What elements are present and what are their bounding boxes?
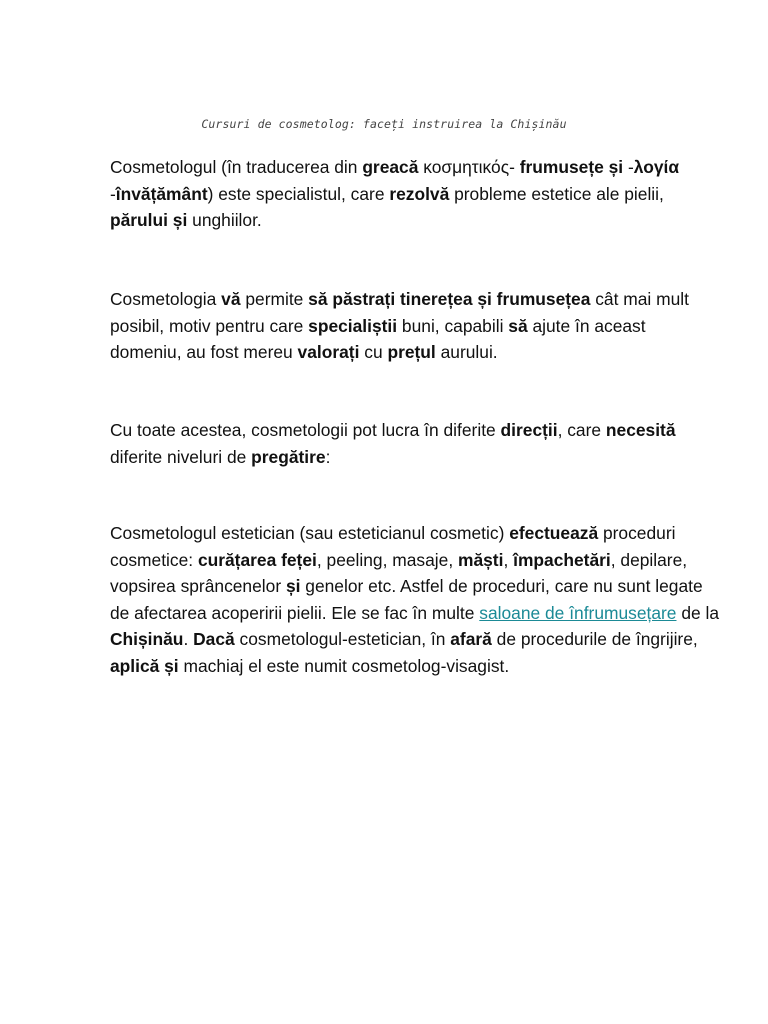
text-run: , depilare, vopsirea sprâncenelor	[110, 549, 688, 596]
bold-text: greacă	[362, 157, 419, 177]
text-run: ,	[503, 549, 514, 570]
bold-text: vă	[221, 289, 241, 309]
text-run: diferite niveluri de	[110, 446, 252, 467]
paragraph-3	[110, 417, 720, 470]
bold-text: λογία	[633, 157, 680, 177]
bold-text: împachetări	[513, 549, 611, 570]
bold-text: curățarea feței	[197, 549, 317, 570]
text-run: genelor etc. Astfel de proceduri, care nu sunt legate de afectarea acoperirii pielii. Ele se fac în multe	[110, 576, 703, 623]
paragraph-2	[110, 286, 720, 366]
bold-text: specialiștii	[308, 315, 398, 336]
text-run: de la	[676, 602, 720, 623]
text-run: permite	[240, 289, 309, 309]
bold-text: Chișinău	[110, 629, 184, 649]
text-run: aurului.	[435, 342, 498, 362]
text-run: Cu toate acestea, cosmetologii pot lucra în diferite	[110, 420, 501, 440]
bold-text: și	[285, 576, 301, 596]
bold-text: Dacă	[193, 629, 235, 649]
text-run: , peeling, masaje,	[316, 549, 458, 570]
bold-text: să păstrați tinerețea și frumusețea	[308, 289, 591, 309]
text-run: de procedurile de îngrijire,	[491, 629, 698, 649]
bold-text: direcții	[500, 420, 558, 440]
text-run: unghiilor.	[187, 210, 262, 230]
text-run: cosmetologul-estetician, în	[234, 629, 451, 649]
bold-text: valorați	[297, 342, 360, 362]
bold-text: necesită	[605, 420, 676, 440]
bold-text: aplică și	[110, 655, 179, 676]
text-run: ) este specialistul, care	[207, 183, 390, 204]
bold-text: să	[508, 315, 528, 336]
text-run: -	[623, 157, 634, 177]
paragraph-1	[110, 154, 720, 234]
bold-text: pregătire	[251, 446, 326, 467]
text-run: Cosmetologia	[110, 289, 222, 309]
text-run: cât mai mult posibil, motiv pentru care	[110, 289, 689, 336]
text-run: buni, capabili	[397, 315, 509, 336]
text-run: :	[325, 446, 331, 467]
bold-text: efectuează	[509, 523, 599, 543]
text-run: .	[183, 629, 194, 649]
text-run: , care	[557, 420, 606, 440]
bold-text: rezolvă	[389, 183, 450, 204]
paragraph-4	[110, 520, 720, 679]
text-run: -	[110, 183, 116, 204]
text-run: ajute în aceast domeniu, au fost mereu	[110, 315, 646, 362]
bold-text: părului și	[110, 210, 188, 230]
text-run: proceduri cosmetice:	[110, 523, 676, 570]
bold-text: afară	[450, 629, 492, 649]
bold-text: măști	[458, 549, 504, 570]
text-run: Cosmetologul estetician (sau esteticianul cosmetic)	[110, 523, 510, 543]
text-run: cu	[359, 342, 388, 362]
document-title: Cursuri de cosmetolog: faceți instruirea la Chișinău	[201, 117, 567, 131]
text-run: κοσμητικός-	[418, 157, 520, 177]
bold-text: frumusețe și	[519, 157, 624, 177]
text-run: probleme estetice ale pielii,	[449, 183, 664, 204]
bold-text: prețul	[387, 342, 436, 362]
bold-text: învățământ	[115, 183, 208, 204]
text-run: machiaj el este numit cosmetolog-visagist.	[178, 655, 510, 676]
text-run: Cosmetologul (în traducerea din	[110, 157, 363, 177]
salon-link[interactable]: saloane de înfrumusețare	[479, 602, 677, 623]
